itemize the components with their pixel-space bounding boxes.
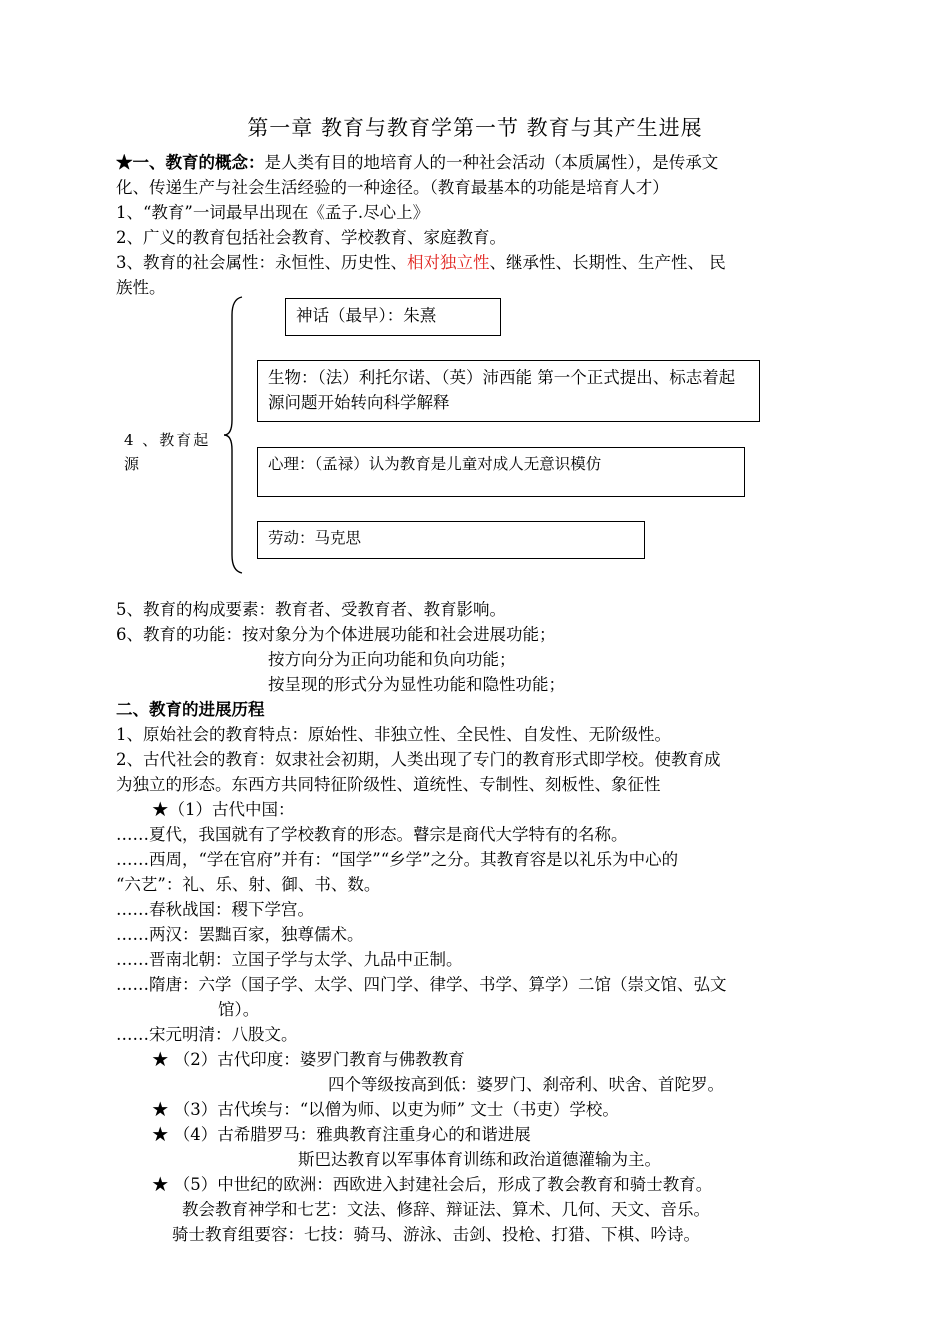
item-3-text-b: 、继承性、长期性、生产性、 民: [489, 253, 726, 272]
item-3-highlight: 相对独立性: [407, 253, 490, 272]
concept-heading: ★一、教育的概念：: [116, 153, 265, 172]
page-title: 第一章 教育与教育学第一节 教育与其产生进展: [247, 116, 703, 140]
origin-box-psychology: 心理：（孟禄）认为教育是儿童对成人无意识模仿: [257, 447, 745, 497]
ancient-india-castes: 四个等级按高到低：婆罗门、刹帝利、吠舍、首陀罗。: [328, 1075, 724, 1094]
section-2-heading: 二、教育的进展历程: [116, 700, 265, 719]
china-suitang-2: 馆）。: [218, 1000, 260, 1019]
item-1: 1、“教育”一词最早出现在《孟子.尽心上》: [116, 203, 430, 222]
china-jin: ……晋南北朝：立国子学与太学、九品中正制。: [116, 950, 463, 969]
medieval-europe-heading: ★ （5）中世纪的欧洲：西欧进入封建社会后，形成了教会教育和骑士教育。: [152, 1175, 713, 1194]
item-6: 6、教育的功能：按对象分为个体进展功能和社会进展功能；: [116, 625, 556, 644]
item-3-cont: 族性。: [116, 278, 166, 297]
china-chunqiu: ……春秋战国：稷下学宫。: [116, 900, 314, 919]
ancient-education-2: 为独立的形态。东西方共同特征阶级性、道统性、专制性、刻板性、象征性: [116, 775, 661, 794]
origin-label: 4 、教育起源: [124, 431, 211, 473]
medieval-knight-education: 骑士教育组要容：七技：骑马、游泳、击剑、投枪、打猎、下棋、吟诗。: [172, 1225, 700, 1244]
concept-definition: 是人类有目的地培育人的一种社会活动（本质属性），是传承文: [264, 153, 719, 172]
ancient-greece-sparta: 斯巴达教育以军事体育训练和政治道德灌输为主。: [298, 1150, 661, 1169]
origin-box-labor: 劳动：马克思: [257, 521, 645, 559]
china-song: ……宋元明清：八股文。: [116, 1025, 298, 1044]
concept-line-2: 化、传递生产与社会生活经验的一种途径。（教育最基本的功能是培育人才）: [116, 178, 669, 197]
medieval-church-education: 教会教育神学和七艺：文法、修辞、辩证法、算术、几何、天文、音乐。: [182, 1200, 710, 1219]
china-han: ……两汉：罢黜百家，独尊儒术。: [116, 925, 364, 944]
ancient-india-heading: ★ （2）古代印度：婆罗门教育与佛教教育: [152, 1050, 465, 1069]
item-2: 2、广义的教育包括社会教育、学校教育、家庭教育。: [116, 228, 506, 247]
item-6-form: 按呈现的形式分为显性功能和隐性功能；: [268, 675, 565, 694]
ancient-egypt: ★ （3）古代埃与：“以僧为师、以吏为师” 文士（书吏）学校。: [152, 1100, 619, 1119]
china-suitang-1: ……隋唐：六学（国子学、太学、四门学、律学、书学、算学）二馆（崇文馆、弘文: [116, 975, 727, 994]
ancient-greece-heading: ★ （4）古希腊罗马：雅典教育注重身心的和谐进展: [152, 1125, 531, 1144]
china-zhou-1: ……西周，“学在官府”并有：“国学”“乡学”之分。其教育容是以礼乐为中心的: [116, 850, 679, 869]
concept-line-1: [116, 150, 828, 175]
china-xia: ……夏代，我国就有了学校教育的形态。瞽宗是商代大学特有的名称。: [116, 825, 628, 844]
ancient-china-heading: ★（1）古代中国：: [152, 800, 295, 819]
china-zhou-2: “六艺”：礼、乐、射、御、书、数。: [116, 875, 381, 894]
item-3: [116, 250, 828, 275]
item-5: 5、教育的构成要素：教育者、受教育者、教育影响。: [116, 600, 506, 619]
origin-box-biology: 生物：（法）利托尔诺、（英）沛西能 第一个正式提出、标志着起源问题开始转向科学解释: [257, 360, 760, 422]
ancient-education-1: 2、古代社会的教育：奴隶社会初期，人类出现了专门的教育形式即学校。使教育成: [116, 750, 721, 769]
item-6-direction: 按方向分为正向功能和负向功能；: [268, 650, 516, 669]
origin-box-myth: 神话（最早）：朱熹: [285, 298, 501, 336]
item-3-text-a: 3、教育的社会属性：永恒性、历史性、: [116, 253, 407, 272]
left-brace-icon: [222, 295, 246, 575]
primitive-education: 1、原始社会的教育特点：原始性、非独立性、全民性、自发性、无阶级性。: [116, 725, 671, 744]
